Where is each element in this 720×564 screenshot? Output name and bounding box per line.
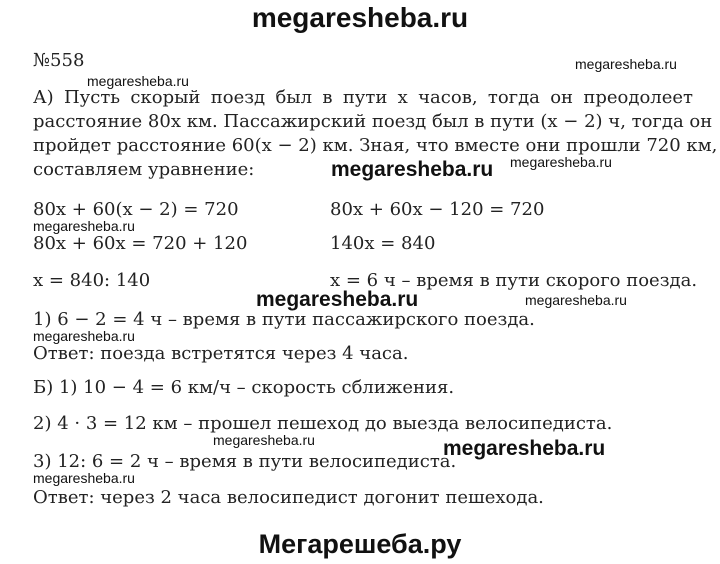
equation-left-3: x = 840: 140	[33, 270, 151, 291]
site-footer[interactable]: Мегарешеба.ру	[258, 529, 462, 559]
watermark: megaresheba.ru	[525, 292, 627, 308]
equation-left-2: 80x + 60x = 720 + 120	[33, 233, 248, 254]
intro-line-2: расстояние 80x км. Пассажирский поезд был в пути (x − 2) ч, тогда он	[33, 111, 713, 132]
answer-a: Ответ: поезда встретятся через 4 часа.	[33, 343, 409, 364]
watermark: megaresheba.ru	[87, 73, 189, 89]
watermark: megaresheba.ru	[443, 437, 606, 460]
step-b2: 2) 4 · 3 = 12 км – прошел пешеход до выезда велосипедиста.	[33, 413, 613, 434]
watermark: megaresheba.ru	[331, 158, 494, 181]
intro-line-1: А) Пусть скорый поезд был в пути x часов, тогда он преодолеет	[33, 87, 693, 108]
watermark: megaresheba.ru	[510, 154, 612, 170]
equation-right-2: 140x = 840	[330, 233, 436, 254]
step-a1: 1) 6 − 2 = 4 ч – время в пути пассажирского поезда.	[33, 309, 535, 330]
step-b3: 3) 12: 6 = 2 ч – время в пути велосипедиста.	[33, 451, 457, 472]
intro-line-3: пройдет расстояние 60(x − 2) км. Зная, что вместе они прошли 720 км,	[33, 135, 718, 156]
intro-line-4: составляем уравнение:	[33, 159, 255, 180]
watermark: megaresheba.ru	[33, 470, 135, 486]
answer-b: Ответ: через 2 часа велосипедист догонит пешехода.	[33, 487, 544, 508]
step-b1: Б) 1) 10 − 4 = 6 км/ч – скорость сближения.	[33, 377, 455, 398]
problem-number: №558	[33, 50, 85, 71]
equation-left-1: 80x + 60(x − 2) = 720	[33, 199, 239, 220]
watermark: megaresheba.ru	[256, 288, 419, 311]
equation-right-3: x = 6 ч – время в пути скорого поезда.	[330, 270, 698, 291]
watermark: megaresheba.ru	[33, 218, 135, 234]
equation-right-1: 80x + 60x − 120 = 720	[330, 199, 545, 220]
site-header[interactable]: megaresheba.ru	[251, 2, 469, 33]
watermark: megaresheba.ru	[213, 432, 315, 448]
watermark: megaresheba.ru	[33, 328, 135, 344]
watermark: megaresheba.ru	[575, 56, 677, 72]
